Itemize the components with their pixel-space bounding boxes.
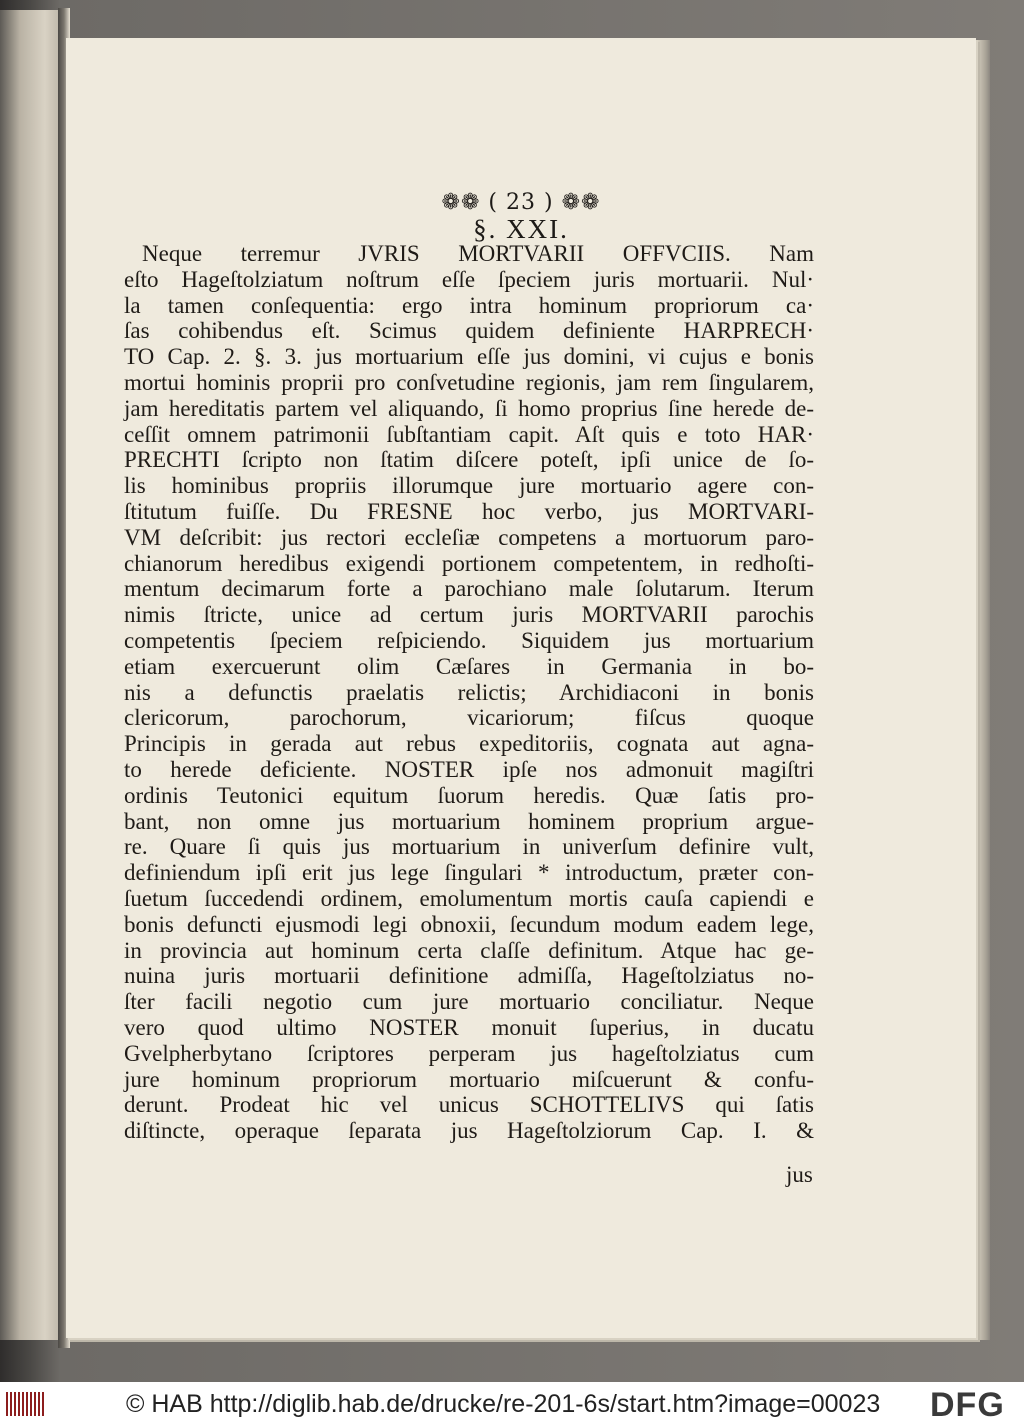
text-line: mentum decimarum forte a parochiano male ſolutarum. Iterum — [124, 576, 814, 602]
ornament-left-icon: ❁❁ — [441, 190, 481, 215]
text-line: mortui hominis proprii pro conſvetudine regionis, jam rem ſingularem, — [124, 369, 814, 395]
text-line: nis a defunctis praelatis relictis; Archidiaconi in bonis — [124, 679, 814, 705]
text-line: jam hereditatis partem vel aliquando, ſi homo proprius ſine herede de- — [124, 395, 814, 421]
copyright-link[interactable]: © HAB http://diglib.hab.de/drucke/re-201-6s/start.htm?image=00023 — [126, 1390, 881, 1418]
text-line: bonis defuncti ejusmodi legi obnoxii, ſecundum modum eadem lege, — [124, 911, 814, 937]
text-line: ſter facili negotio cum jure mortuario conciliatur. Neque — [124, 989, 814, 1015]
text-line: bant, non omne jus mortuarium hominem proprium argue- — [124, 808, 814, 834]
text-line: jure hominum propriorum mortuario miſcuerunt & confu- — [124, 1066, 814, 1092]
text-line: nuina juris mortuarii definitione admiſſa, Hageſtolziatus no- — [124, 963, 814, 989]
text-line: la tamen conſequentia: ergo intra hominum propriorum ca· — [124, 292, 814, 318]
page-edge — [976, 40, 990, 1340]
text-line: lis hominibus propriis illorumque jure mortuario agere con- — [124, 473, 814, 499]
text-line: ſuetum ſuccedendi ordinem, emolumentum mortis cauſa capiendi e — [124, 885, 814, 911]
text-line: etiam exercuerunt olim Cæſares in Germania in bo- — [124, 653, 814, 679]
text-line: to herede deficiente. NOSTER ipſe nos admonuit magiſtri — [124, 756, 814, 782]
text-line: ordinis Teutonici equitum ſuorum heredis. Quæ ſatis pro- — [124, 782, 814, 808]
text-line: derunt. Prodeat hic vel unicus SCHOTTELIVS qui ſatis — [124, 1092, 814, 1118]
text-line: chianorum heredibus exigendi portionem competentem, in redhoſti- — [124, 550, 814, 576]
catchword: jus — [786, 1162, 813, 1187]
page-header — [66, 190, 976, 215]
ornament-right-icon: ❁❁ — [561, 190, 601, 215]
section-heading: §. XXI. — [473, 214, 569, 244]
right-page — [66, 38, 976, 1338]
text-line: in provincia aut hominum certa claſſe definitum. Atque hac ge- — [124, 937, 814, 963]
text-line: TO Cap. 2. §. 3. jus mortuarium eſſe jus domini, vi cujus e bonis — [124, 344, 814, 370]
viewer-footer — [0, 1382, 1024, 1428]
text-line: diſtincte, operaque ſeparata jus Hageſtolziorum Cap. I. & — [124, 1118, 814, 1144]
text-line: competentis ſpeciem reſpiciendo. Siquidem jus mortuarium — [124, 627, 814, 653]
text-line: eſto Hageſtolziatum noſtrum eſſe ſpeciem juris mortuarii. Nul· — [124, 266, 814, 292]
text-line: re. Quare ſi quis jus mortuarium in univerſum definire vult, — [124, 834, 814, 860]
text-line: vero quod ultimo NOSTER monuit ſuperius, in ducatu — [124, 1014, 814, 1040]
text-line: PRECHTI ſcripto non ſtatim diſcere poteſt, ipſi unice de ſo- — [124, 447, 814, 473]
dfg-logo: DFG — [930, 1386, 1005, 1424]
text-line: Gvelpherbytano ſcriptores perperam jus hageſtolziatus cum — [124, 1040, 814, 1066]
text-line: Neque terremur JVRIS MORTVARII OFFVCIIS. Nam — [142, 241, 814, 266]
text-line: ſtitutum fuiſſe. Du FRESNE hoc verbo, jus MORTVARI- — [124, 498, 814, 524]
text-line: clericorum, parochorum, vicariorum; fiſcus quoque — [124, 705, 814, 731]
text-line: definiendum ipſi erit jus lege ſingulari * introductum, præter con- — [124, 860, 814, 886]
text-line: nimis ſtricte, unice ad certum juris MORTVARII parochis — [124, 602, 814, 628]
text-line: Principis in gerada aut rebus expeditoriis, cognata aut agna- — [124, 731, 814, 757]
text-line: ceſſit omnem patrimonii ſubſtantiam capit. Aſt quis e toto HAR· — [124, 421, 814, 447]
page-number: ( 23 ) — [488, 190, 554, 215]
text-line: VM deſcribit: jus rectori eccleſiæ competens a mortuorum paro- — [124, 524, 814, 550]
library-barcode-icon — [6, 1392, 46, 1416]
body-paragraph — [124, 241, 814, 1144]
text-line: ſas cohibendus eſt. Scimus quidem definiente HARPRECH· — [124, 318, 814, 344]
left-page-fragment — [0, 10, 58, 1340]
